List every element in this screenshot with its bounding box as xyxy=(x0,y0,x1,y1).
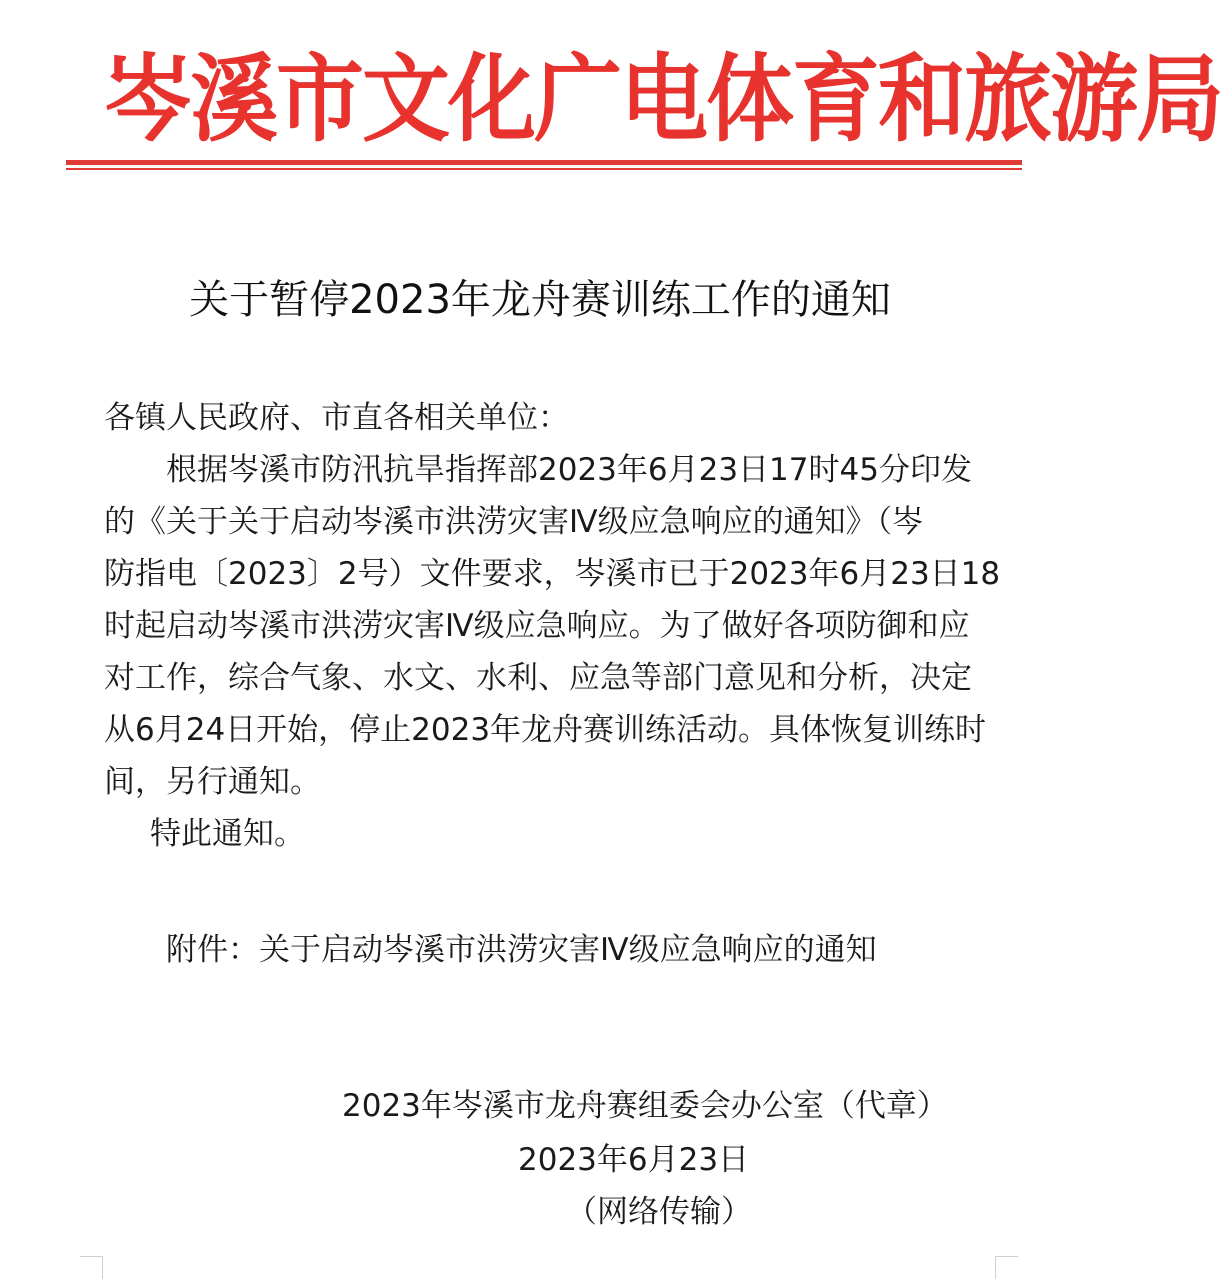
signature-issuer: 2023年岑溪市龙舟赛组委会办公室（代章） xyxy=(342,1088,948,1124)
body-line-3: 防指电〔2023〕2号）文件要求，岑溪市已于2023年6月23日18 xyxy=(104,556,1001,592)
masthead-rule-thin xyxy=(66,168,1022,170)
page-corner-mark-left xyxy=(80,1256,103,1279)
closing-remark: 特此通知。 xyxy=(150,816,305,852)
body-line-1: 根据岑溪市防汛抗旱指挥部2023年6月23日17时45分印发 xyxy=(166,452,972,488)
masthead-title: 岑溪市文化广电体育和旅游局 xyxy=(104,43,1222,155)
document-title: 关于暂停2023年龙舟赛训练工作的通知 xyxy=(189,277,891,323)
addressee: 各镇人民政府、市直各相关单位： xyxy=(104,400,569,436)
signature-note: （网络传输） xyxy=(566,1194,752,1230)
page-corner-mark-right xyxy=(995,1256,1018,1279)
body-line-5: 对工作，综合气象、水文、水利、应急等部门意见和分析，决定 xyxy=(104,660,972,696)
body-line-2: 的《关于关于启动岑溪市洪涝灾害Ⅳ级应急响应的通知》（岑 xyxy=(104,504,924,540)
attachment-line: 附件：关于启动岑溪市洪涝灾害Ⅳ级应急响应的通知 xyxy=(166,932,877,968)
body-line-4: 时起启动岑溪市洪涝灾害Ⅳ级应急响应。为了做好各项防御和应 xyxy=(104,608,970,644)
signature-date: 2023年6月23日 xyxy=(518,1142,750,1178)
body-line-7: 间，另行通知。 xyxy=(104,764,321,800)
masthead-rule-thick xyxy=(66,160,1022,165)
body-line-6: 从6月24日开始，停止2023年龙舟赛训练活动。具体恢复训练时 xyxy=(104,712,987,748)
